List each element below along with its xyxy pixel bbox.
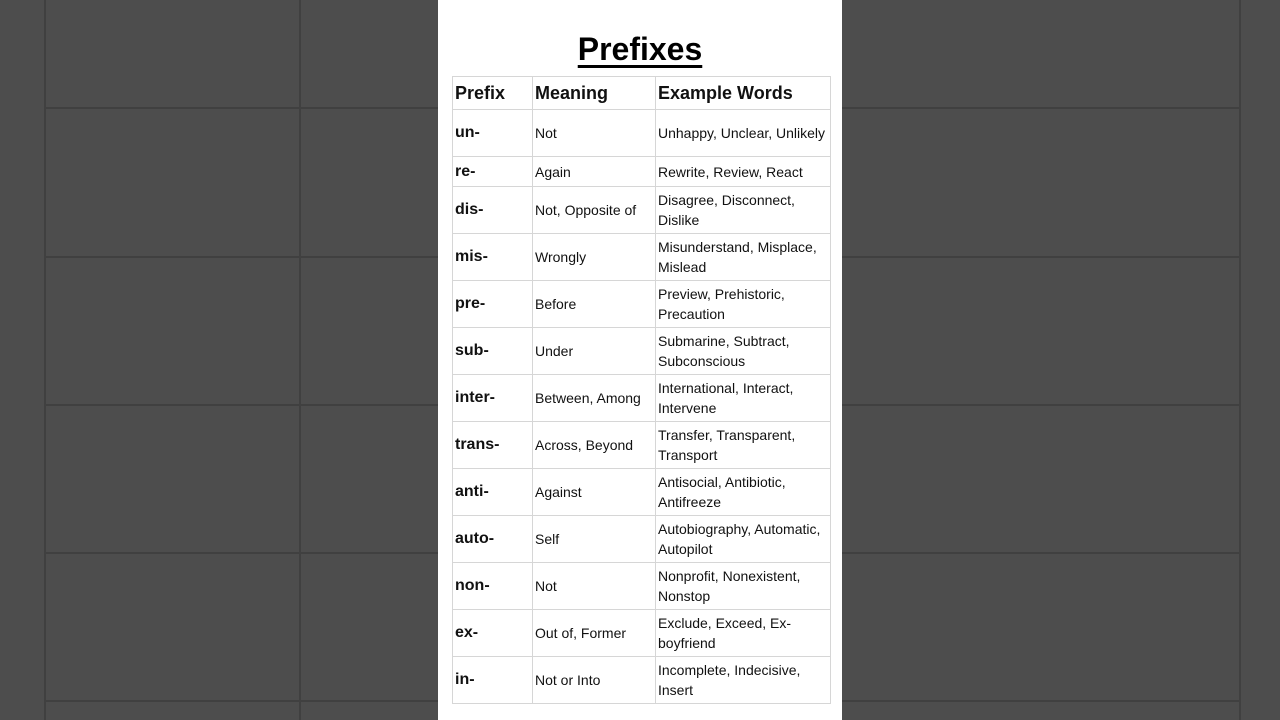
examples-cell: Nonprofit, Nonexistent, Nonstop (656, 563, 831, 610)
prefix-cell: mis- (453, 234, 533, 281)
header-example-words: Example Words (656, 77, 831, 110)
meaning-cell: Against (533, 469, 656, 516)
meaning-cell: Under (533, 328, 656, 375)
meaning-cell: Not (533, 563, 656, 610)
examples-cell: Incomplete, Indecisive, Insert (656, 657, 831, 704)
examples-cell: International, Interact, Intervene (656, 375, 831, 422)
prefix-cell: in- (453, 657, 533, 704)
prefixes-sheet (438, 0, 842, 720)
background-grid-line (842, 404, 1240, 406)
table-row (453, 563, 831, 610)
prefix-cell: pre- (453, 281, 533, 328)
background-grid-line (44, 107, 438, 109)
background-grid-line (44, 256, 438, 258)
background-grid-line (842, 552, 1240, 554)
meaning-cell: Not, Opposite of (533, 187, 656, 234)
table-row (453, 469, 831, 516)
background-grid-line (842, 256, 1240, 258)
prefix-cell: dis- (453, 187, 533, 234)
header-prefix: Prefix (453, 77, 533, 110)
background-grid-line (842, 107, 1240, 109)
prefix-cell: sub- (453, 328, 533, 375)
prefix-cell: re- (453, 157, 533, 187)
examples-cell: Exclude, Exceed, Ex-boyfriend (656, 610, 831, 657)
table-row (453, 657, 831, 704)
meaning-cell: Wrongly (533, 234, 656, 281)
table-row (453, 610, 831, 657)
background-grid-line (44, 700, 438, 702)
table-row (453, 375, 831, 422)
prefix-cell: non- (453, 563, 533, 610)
meaning-cell: Not or Into (533, 657, 656, 704)
table-header-row (453, 77, 831, 110)
table-row (453, 328, 831, 375)
background-grid-line (842, 700, 1240, 702)
meaning-cell: Again (533, 157, 656, 187)
prefixes-table (452, 76, 831, 704)
table-row (453, 157, 831, 187)
background-grid-line (44, 404, 438, 406)
prefix-cell: anti- (453, 469, 533, 516)
meaning-cell: Out of, Former (533, 610, 656, 657)
table-row (453, 422, 831, 469)
examples-cell: Disagree, Disconnect, Dislike (656, 187, 831, 234)
table-row (453, 234, 831, 281)
prefix-cell: ex- (453, 610, 533, 657)
examples-cell: Transfer, Transparent, Transport (656, 422, 831, 469)
meaning-cell: Across, Beyond (533, 422, 656, 469)
examples-cell: Rewrite, Review, React (656, 157, 831, 187)
examples-cell: Preview, Prehistoric, Precaution (656, 281, 831, 328)
examples-cell: Misunderstand, Misplace, Mislead (656, 234, 831, 281)
examples-cell: Antisocial, Antibiotic, Antifreeze (656, 469, 831, 516)
prefix-cell: inter- (453, 375, 533, 422)
meaning-cell: Between, Among (533, 375, 656, 422)
table-row (453, 281, 831, 328)
meaning-cell: Not (533, 110, 656, 157)
prefix-cell: trans- (453, 422, 533, 469)
table-row (453, 110, 831, 157)
examples-cell: Autobiography, Automatic, Autopilot (656, 516, 831, 563)
page-title: Prefixes (577, 31, 703, 67)
examples-cell: Submarine, Subtract, Subconscious (656, 328, 831, 375)
examples-cell: Unhappy, Unclear, Unlikely (656, 110, 831, 157)
table-row (453, 187, 831, 234)
prefix-cell: un- (453, 110, 533, 157)
table-row (453, 516, 831, 563)
background-grid-line (44, 552, 438, 554)
header-meaning: Meaning (533, 77, 656, 110)
meaning-cell: Before (533, 281, 656, 328)
meaning-cell: Self (533, 516, 656, 563)
prefix-cell: auto- (453, 516, 533, 563)
